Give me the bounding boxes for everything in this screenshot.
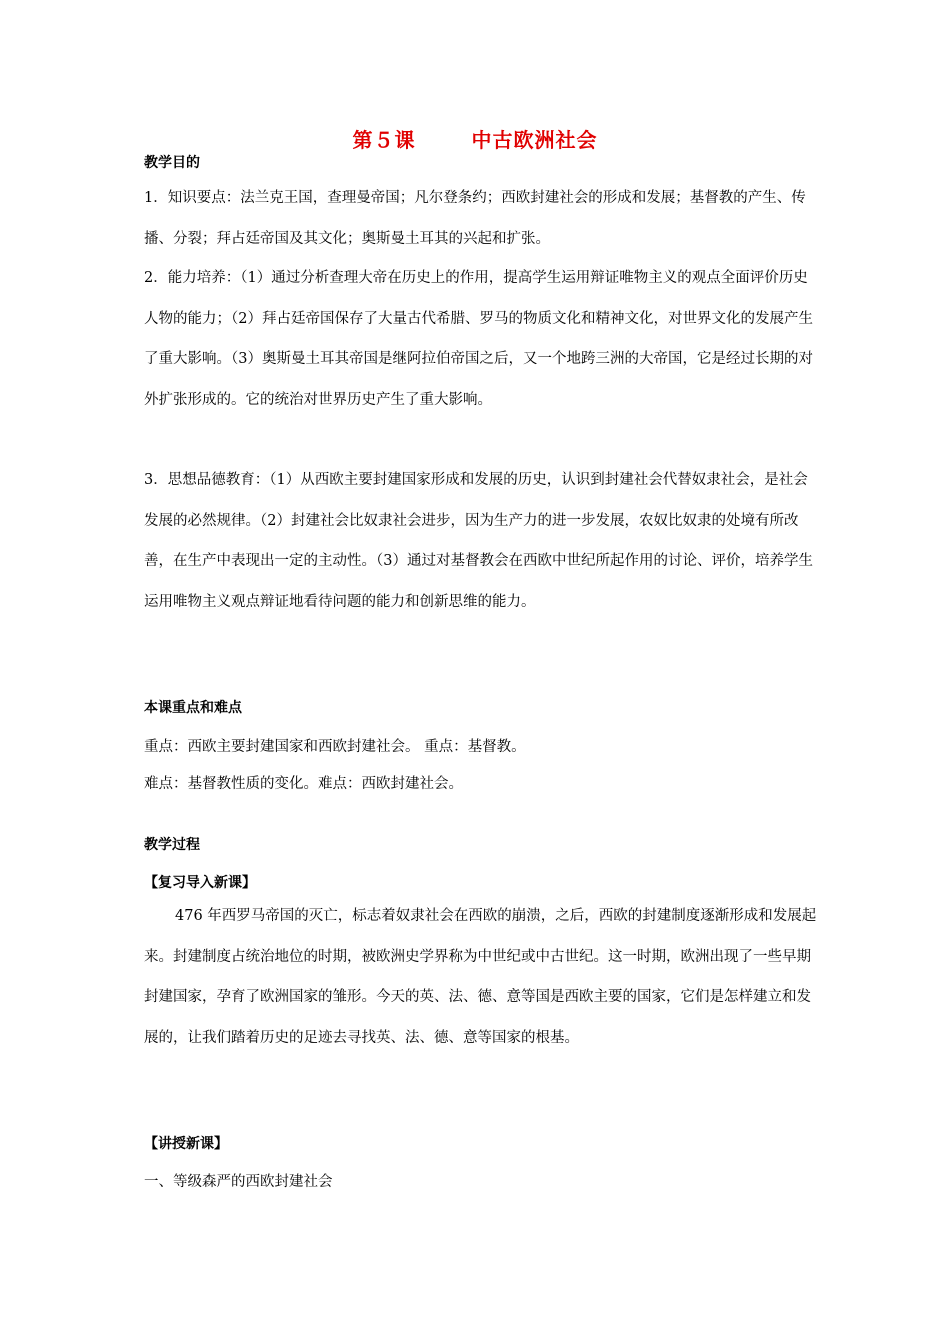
section-1-heading: 一、等级森严的西欧封建社会	[144, 1174, 333, 1190]
objectives-heading: 教学目的	[144, 155, 200, 171]
objective-1: 1．知识要点：法兰克王国，查理曼帝国；凡尔登条约；西欧封建社会的形成和发展；基督教的产生、传播、分裂；拜占廷帝国及其文化；奥斯曼土耳其的兴起和扩张。	[144, 190, 806, 247]
keypoint-line: 重点：西欧主要封建国家和西欧封建社会。 重点：基督教。	[144, 739, 526, 755]
lesson-title	[0, 124, 950, 153]
new-lesson-heading: 【讲授新课】	[144, 1136, 228, 1152]
difficulty-line: 难点：基督教性质的变化。难点：西欧封建社会。	[144, 776, 463, 792]
review-text: 476 年西罗马帝国的灭亡，标志着奴隶社会在西欧的崩溃，之后，西欧的封建制度逐渐形成和发展起来。封建制度占统治地位的时期，被欧洲史学界称为中世纪或中古世纪。这一时期，欧洲出现了一些早期封建国家，孕育了欧洲国家的雏形。今天的英、法、德、意等国是西欧主要的国家，它们是怎样建立和发展的，让我们踏着历史的足迹去寻找英、法、德、意等国家的根基。	[144, 908, 817, 1046]
objective-2: 2．能力培养：（1）通过分析查理大帝在历史上的作用，提高学生运用辩证唯物主义的观点全面评价历史人物的能力；（2）拜占廷帝国保存了大量古代希腊、罗马的物质文化和精神文化，对世界文化的发展产生了重大影响。（3）奥斯曼土耳其帝国是继阿拉伯帝国之后，又一个地跨三洲的大帝国，它是经过长期的对外扩张形成的。它的统治对世界历史产生了重大影响。	[144, 270, 813, 408]
objective-3: 3．思想品德教育：（1）从西欧主要封建国家形成和发展的历史，认识到封建社会代替奴隶社会，是社会发展的必然规律。（2）封建社会比奴隶社会进步，因为生产力的进一步发展，农奴比奴隶的处境有所改善，在生产中表现出一定的主动性。（3）通过对基督教会在西欧中世纪所起作用的讨论、评价，培养学生运用唯物主义观点辩证地看待问题的能力和创新思维的能力。	[144, 472, 813, 610]
process-heading: 教学过程	[144, 837, 200, 853]
lesson-name: 中古欧洲社会	[471, 128, 598, 152]
keypoints-heading: 本课重点和难点	[144, 700, 242, 716]
review-heading: 【复习导入新课】	[144, 875, 256, 891]
lesson-number: 第５课	[352, 128, 416, 152]
